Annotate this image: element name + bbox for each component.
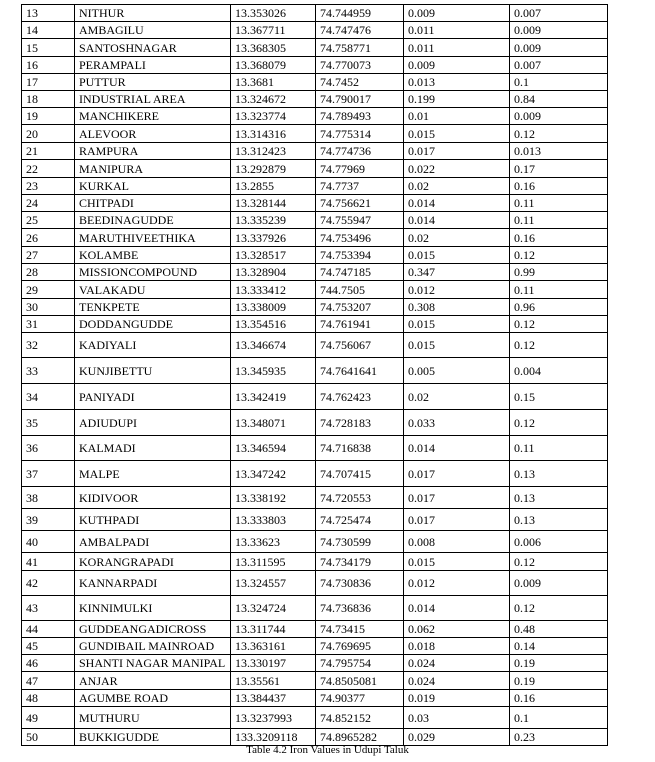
row-number-cell: 14	[22, 22, 75, 39]
longitude-cell: 74.756621	[316, 195, 404, 212]
latitude-cell: 13.314316	[231, 125, 316, 143]
table-row	[22, 299, 608, 316]
iron-value-cell: 0.009	[404, 57, 510, 74]
latitude-cell: 13.3681	[231, 74, 316, 91]
location-name-cell: MARUTHIVEETHIKA	[75, 229, 231, 247]
iron-index-cell: 0.48	[510, 621, 608, 638]
location-name-cell: SANTOSHNAGAR	[75, 39, 231, 57]
row-number-cell: 32	[22, 333, 75, 358]
longitude-cell: 74.790017	[316, 91, 404, 108]
row-number-cell: 24	[22, 195, 75, 212]
table-row	[22, 57, 608, 74]
row-number-cell: 34	[22, 384, 75, 410]
table-row	[22, 384, 608, 410]
iron-index-cell: 0.12	[510, 553, 608, 571]
row-number-cell: 46	[22, 655, 75, 672]
longitude-cell: 74.720553	[316, 487, 404, 509]
longitude-cell: 74.734179	[316, 553, 404, 571]
location-name-cell: MANCHIKERE	[75, 108, 231, 125]
table-body	[22, 5, 608, 746]
location-name-cell: KUTHPADI	[75, 509, 231, 531]
row-number-cell: 37	[22, 461, 75, 487]
location-name-cell: NITHUR	[75, 5, 231, 22]
longitude-cell: 744.7505	[316, 281, 404, 299]
row-number-cell: 33	[22, 358, 75, 384]
iron-value-cell: 0.008	[404, 531, 510, 553]
latitude-cell: 13.347242	[231, 461, 316, 487]
longitude-cell: 74.795754	[316, 655, 404, 672]
location-name-cell: GUNDIBAIL MAINROAD	[75, 638, 231, 655]
location-name-cell: TENKPETE	[75, 299, 231, 316]
latitude-cell: 13.337926	[231, 229, 316, 247]
iron-value-cell: 0.024	[404, 672, 510, 690]
iron-index-cell: 0.15	[510, 384, 608, 410]
table-row	[22, 39, 608, 57]
iron-value-cell: 0.017	[404, 487, 510, 509]
iron-index-cell: 0.12	[510, 125, 608, 143]
iron-index-cell: 0.19	[510, 655, 608, 672]
longitude-cell: 74.755947	[316, 212, 404, 229]
table-row	[22, 229, 608, 247]
table-row	[22, 247, 608, 264]
table-row	[22, 316, 608, 333]
location-name-cell: RAMPURA	[75, 143, 231, 160]
latitude-cell: 13.3237993	[231, 707, 316, 729]
latitude-cell: 13.345935	[231, 358, 316, 384]
table-row	[22, 672, 608, 690]
iron-value-cell: 0.011	[404, 39, 510, 57]
iron-value-cell: 0.014	[404, 195, 510, 212]
table-row	[22, 125, 608, 143]
longitude-cell: 74.90377	[316, 690, 404, 707]
table-row	[22, 707, 608, 729]
iron-index-cell: 0.11	[510, 195, 608, 212]
row-number-cell: 19	[22, 108, 75, 125]
location-name-cell: KALMADI	[75, 436, 231, 461]
location-name-cell: AMBALPADI	[75, 531, 231, 553]
row-number-cell: 18	[22, 91, 75, 108]
row-number-cell: 40	[22, 531, 75, 553]
location-name-cell: SHANTI NAGAR MANIPAL	[75, 655, 231, 672]
row-number-cell: 48	[22, 690, 75, 707]
latitude-cell: 13.323774	[231, 108, 316, 125]
table-row	[22, 655, 608, 672]
row-number-cell: 15	[22, 39, 75, 57]
location-name-cell: PUTTUR	[75, 74, 231, 91]
row-number-cell: 50	[22, 729, 75, 746]
iron-index-cell: 0.19	[510, 672, 608, 690]
location-name-cell: PANIYADI	[75, 384, 231, 410]
table-row	[22, 178, 608, 195]
location-name-cell: KANNARPADI	[75, 571, 231, 596]
table-row	[22, 553, 608, 571]
latitude-cell: 13.338192	[231, 487, 316, 509]
table-row	[22, 461, 608, 487]
row-number-cell: 16	[22, 57, 75, 74]
iron-index-cell: 0.007	[510, 5, 608, 22]
longitude-cell: 74.769695	[316, 638, 404, 655]
table-row	[22, 690, 608, 707]
table-row	[22, 74, 608, 91]
iron-value-cell: 0.02	[404, 384, 510, 410]
iron-index-cell: 0.17	[510, 160, 608, 178]
longitude-cell: 74.736836	[316, 596, 404, 621]
row-number-cell: 35	[22, 410, 75, 436]
iron-value-cell: 0.01	[404, 108, 510, 125]
latitude-cell: 13.333803	[231, 509, 316, 531]
latitude-cell: 13.354516	[231, 316, 316, 333]
longitude-cell: 74.852152	[316, 707, 404, 729]
iron-value-cell: 0.012	[404, 281, 510, 299]
table-row	[22, 143, 608, 160]
longitude-cell: 74.775314	[316, 125, 404, 143]
location-name-cell: CHITPADI	[75, 195, 231, 212]
iron-value-cell: 0.014	[404, 212, 510, 229]
iron-index-cell: 0.009	[510, 39, 608, 57]
table-row	[22, 358, 608, 384]
longitude-cell: 74.756067	[316, 333, 404, 358]
latitude-cell: 13.324557	[231, 571, 316, 596]
latitude-cell: 13.311595	[231, 553, 316, 571]
iron-value-cell: 0.015	[404, 247, 510, 264]
iron-value-cell: 0.029	[404, 729, 510, 746]
longitude-cell: 74.753394	[316, 247, 404, 264]
row-number-cell: 38	[22, 487, 75, 509]
iron-value-cell: 0.014	[404, 436, 510, 461]
longitude-cell: 74.762423	[316, 384, 404, 410]
longitude-cell: 74.8505081	[316, 672, 404, 690]
location-name-cell: KOLAMBE	[75, 247, 231, 264]
location-name-cell: DODDANGUDDE	[75, 316, 231, 333]
location-name-cell: PERAMPALI	[75, 57, 231, 74]
location-name-cell: INDUSTRIAL AREA	[75, 91, 231, 108]
iron-index-cell: 0.013	[510, 143, 608, 160]
iron-index-cell: 0.16	[510, 178, 608, 195]
iron-index-cell: 0.12	[510, 410, 608, 436]
longitude-cell: 74.747476	[316, 22, 404, 39]
row-number-cell: 20	[22, 125, 75, 143]
iron-value-cell: 0.012	[404, 571, 510, 596]
iron-values-table	[21, 4, 608, 746]
longitude-cell: 74.77969	[316, 160, 404, 178]
latitude-cell: 13.324672	[231, 91, 316, 108]
iron-value-cell: 0.014	[404, 596, 510, 621]
longitude-cell: 74.728183	[316, 410, 404, 436]
longitude-cell: 74.747185	[316, 264, 404, 281]
row-number-cell: 36	[22, 436, 75, 461]
iron-value-cell: 0.015	[404, 333, 510, 358]
location-name-cell: ANJAR	[75, 672, 231, 690]
row-number-cell: 31	[22, 316, 75, 333]
longitude-cell: 74.73415	[316, 621, 404, 638]
location-name-cell: AMBAGILU	[75, 22, 231, 39]
latitude-cell: 133.3209118	[231, 729, 316, 746]
location-name-cell: KADIYALI	[75, 333, 231, 358]
iron-value-cell: 0.347	[404, 264, 510, 281]
longitude-cell: 74.753496	[316, 229, 404, 247]
row-number-cell: 22	[22, 160, 75, 178]
iron-value-cell: 0.015	[404, 316, 510, 333]
location-name-cell: BUKKIGUDDE	[75, 729, 231, 746]
latitude-cell: 13.346674	[231, 333, 316, 358]
location-name-cell: MANIPURA	[75, 160, 231, 178]
longitude-cell: 74.7452	[316, 74, 404, 91]
table-row	[22, 729, 608, 746]
iron-value-cell: 0.03	[404, 707, 510, 729]
table-row	[22, 487, 608, 509]
row-number-cell: 21	[22, 143, 75, 160]
table-row	[22, 212, 608, 229]
table-row	[22, 531, 608, 553]
iron-index-cell: 0.11	[510, 281, 608, 299]
longitude-cell: 74.7737	[316, 178, 404, 195]
latitude-cell: 13.312423	[231, 143, 316, 160]
iron-index-cell: 0.12	[510, 333, 608, 358]
row-number-cell: 30	[22, 299, 75, 316]
table-row	[22, 195, 608, 212]
iron-value-cell: 0.009	[404, 5, 510, 22]
iron-value-cell: 0.017	[404, 461, 510, 487]
latitude-cell: 13.367711	[231, 22, 316, 39]
longitude-cell: 74.730836	[316, 571, 404, 596]
location-name-cell: ALEVOOR	[75, 125, 231, 143]
iron-value-cell: 0.018	[404, 638, 510, 655]
row-number-cell: 17	[22, 74, 75, 91]
iron-index-cell: 0.16	[510, 229, 608, 247]
iron-index-cell: 0.16	[510, 690, 608, 707]
latitude-cell: 13.348071	[231, 410, 316, 436]
location-name-cell: KUNJIBETTU	[75, 358, 231, 384]
longitude-cell: 74.789493	[316, 108, 404, 125]
table-row	[22, 638, 608, 655]
iron-value-cell: 0.02	[404, 178, 510, 195]
iron-index-cell: 0.006	[510, 531, 608, 553]
longitude-cell: 74.8965282	[316, 729, 404, 746]
row-number-cell: 43	[22, 596, 75, 621]
row-number-cell: 47	[22, 672, 75, 690]
latitude-cell: 13.324724	[231, 596, 316, 621]
table-row	[22, 108, 608, 125]
latitude-cell: 13.342419	[231, 384, 316, 410]
iron-index-cell: 0.009	[510, 571, 608, 596]
iron-index-cell: 0.99	[510, 264, 608, 281]
location-name-cell: MISSIONCOMPOUND	[75, 264, 231, 281]
iron-index-cell: 0.12	[510, 247, 608, 264]
location-name-cell: MUTHURU	[75, 707, 231, 729]
row-number-cell: 42	[22, 571, 75, 596]
iron-index-cell: 0.12	[510, 596, 608, 621]
table-row	[22, 410, 608, 436]
longitude-cell: 74.725474	[316, 509, 404, 531]
row-number-cell: 41	[22, 553, 75, 571]
location-name-cell: BEEDINAGUDDE	[75, 212, 231, 229]
iron-index-cell: 0.13	[510, 509, 608, 531]
row-number-cell: 29	[22, 281, 75, 299]
latitude-cell: 13.33623	[231, 531, 316, 553]
row-number-cell: 45	[22, 638, 75, 655]
row-number-cell: 44	[22, 621, 75, 638]
iron-index-cell: 0.004	[510, 358, 608, 384]
iron-value-cell: 0.015	[404, 125, 510, 143]
latitude-cell: 13.333412	[231, 281, 316, 299]
latitude-cell: 13.328904	[231, 264, 316, 281]
location-name-cell: VALAKADU	[75, 281, 231, 299]
iron-value-cell: 0.033	[404, 410, 510, 436]
iron-index-cell: 0.13	[510, 461, 608, 487]
latitude-cell: 13.384437	[231, 690, 316, 707]
table-row	[22, 22, 608, 39]
latitude-cell: 13.330197	[231, 655, 316, 672]
latitude-cell: 13.363161	[231, 638, 316, 655]
iron-index-cell: 0.009	[510, 108, 608, 125]
iron-value-cell: 0.02	[404, 229, 510, 247]
table-row	[22, 596, 608, 621]
location-name-cell: ADIUDUPI	[75, 410, 231, 436]
table-row	[22, 91, 608, 108]
iron-value-cell: 0.199	[404, 91, 510, 108]
longitude-cell: 74.753207	[316, 299, 404, 316]
latitude-cell: 13.338009	[231, 299, 316, 316]
iron-index-cell: 0.009	[510, 22, 608, 39]
row-number-cell: 39	[22, 509, 75, 531]
iron-index-cell: 0.1	[510, 707, 608, 729]
row-number-cell: 26	[22, 229, 75, 247]
iron-index-cell: 0.11	[510, 212, 608, 229]
table-caption: Table 4.2 Iron Values in Udupi Taluk	[246, 744, 409, 756]
location-name-cell: KINNIMULKI	[75, 596, 231, 621]
latitude-cell: 13.311744	[231, 621, 316, 638]
iron-index-cell: 0.96	[510, 299, 608, 316]
iron-index-cell: 0.23	[510, 729, 608, 746]
latitude-cell: 13.35561	[231, 672, 316, 690]
iron-value-cell: 0.019	[404, 690, 510, 707]
location-name-cell: MALPE	[75, 461, 231, 487]
table-row	[22, 264, 608, 281]
table-row	[22, 281, 608, 299]
latitude-cell: 13.328517	[231, 247, 316, 264]
iron-value-cell: 0.024	[404, 655, 510, 672]
location-name-cell: KURKAL	[75, 178, 231, 195]
longitude-cell: 74.758771	[316, 39, 404, 57]
table-row	[22, 509, 608, 531]
iron-value-cell: 0.005	[404, 358, 510, 384]
row-number-cell: 28	[22, 264, 75, 281]
iron-value-cell: 0.013	[404, 74, 510, 91]
longitude-cell: 74.707415	[316, 461, 404, 487]
latitude-cell: 13.346594	[231, 436, 316, 461]
table-row	[22, 571, 608, 596]
longitude-cell: 74.716838	[316, 436, 404, 461]
iron-index-cell: 0.12	[510, 316, 608, 333]
latitude-cell: 13.335239	[231, 212, 316, 229]
longitude-cell: 74.7641641	[316, 358, 404, 384]
iron-value-cell: 0.017	[404, 143, 510, 160]
latitude-cell: 13.353026	[231, 5, 316, 22]
iron-value-cell: 0.062	[404, 621, 510, 638]
iron-index-cell: 0.84	[510, 91, 608, 108]
iron-value-cell: 0.022	[404, 160, 510, 178]
iron-value-cell: 0.308	[404, 299, 510, 316]
iron-value-cell: 0.017	[404, 509, 510, 531]
longitude-cell: 74.770073	[316, 57, 404, 74]
location-name-cell: GUDDEANGADICROSS	[75, 621, 231, 638]
iron-index-cell: 0.14	[510, 638, 608, 655]
table-row	[22, 333, 608, 358]
location-name-cell: KORANGRAPADI	[75, 553, 231, 571]
iron-index-cell: 0.13	[510, 487, 608, 509]
row-number-cell: 27	[22, 247, 75, 264]
latitude-cell: 13.2855	[231, 178, 316, 195]
longitude-cell: 74.744959	[316, 5, 404, 22]
latitude-cell: 13.368079	[231, 57, 316, 74]
iron-index-cell: 0.1	[510, 74, 608, 91]
location-name-cell: KIDIVOOR	[75, 487, 231, 509]
row-number-cell: 49	[22, 707, 75, 729]
iron-index-cell: 0.007	[510, 57, 608, 74]
row-number-cell: 13	[22, 5, 75, 22]
row-number-cell: 25	[22, 212, 75, 229]
latitude-cell: 13.368305	[231, 39, 316, 57]
longitude-cell: 74.761941	[316, 316, 404, 333]
location-name-cell: AGUMBE ROAD	[75, 690, 231, 707]
iron-value-cell: 0.015	[404, 553, 510, 571]
latitude-cell: 13.292879	[231, 160, 316, 178]
table-row	[22, 436, 608, 461]
table-row	[22, 160, 608, 178]
row-number-cell: 23	[22, 178, 75, 195]
table-row	[22, 5, 608, 22]
latitude-cell: 13.328144	[231, 195, 316, 212]
longitude-cell: 74.774736	[316, 143, 404, 160]
longitude-cell: 74.730599	[316, 531, 404, 553]
iron-index-cell: 0.11	[510, 436, 608, 461]
iron-value-cell: 0.011	[404, 22, 510, 39]
table-row	[22, 621, 608, 638]
